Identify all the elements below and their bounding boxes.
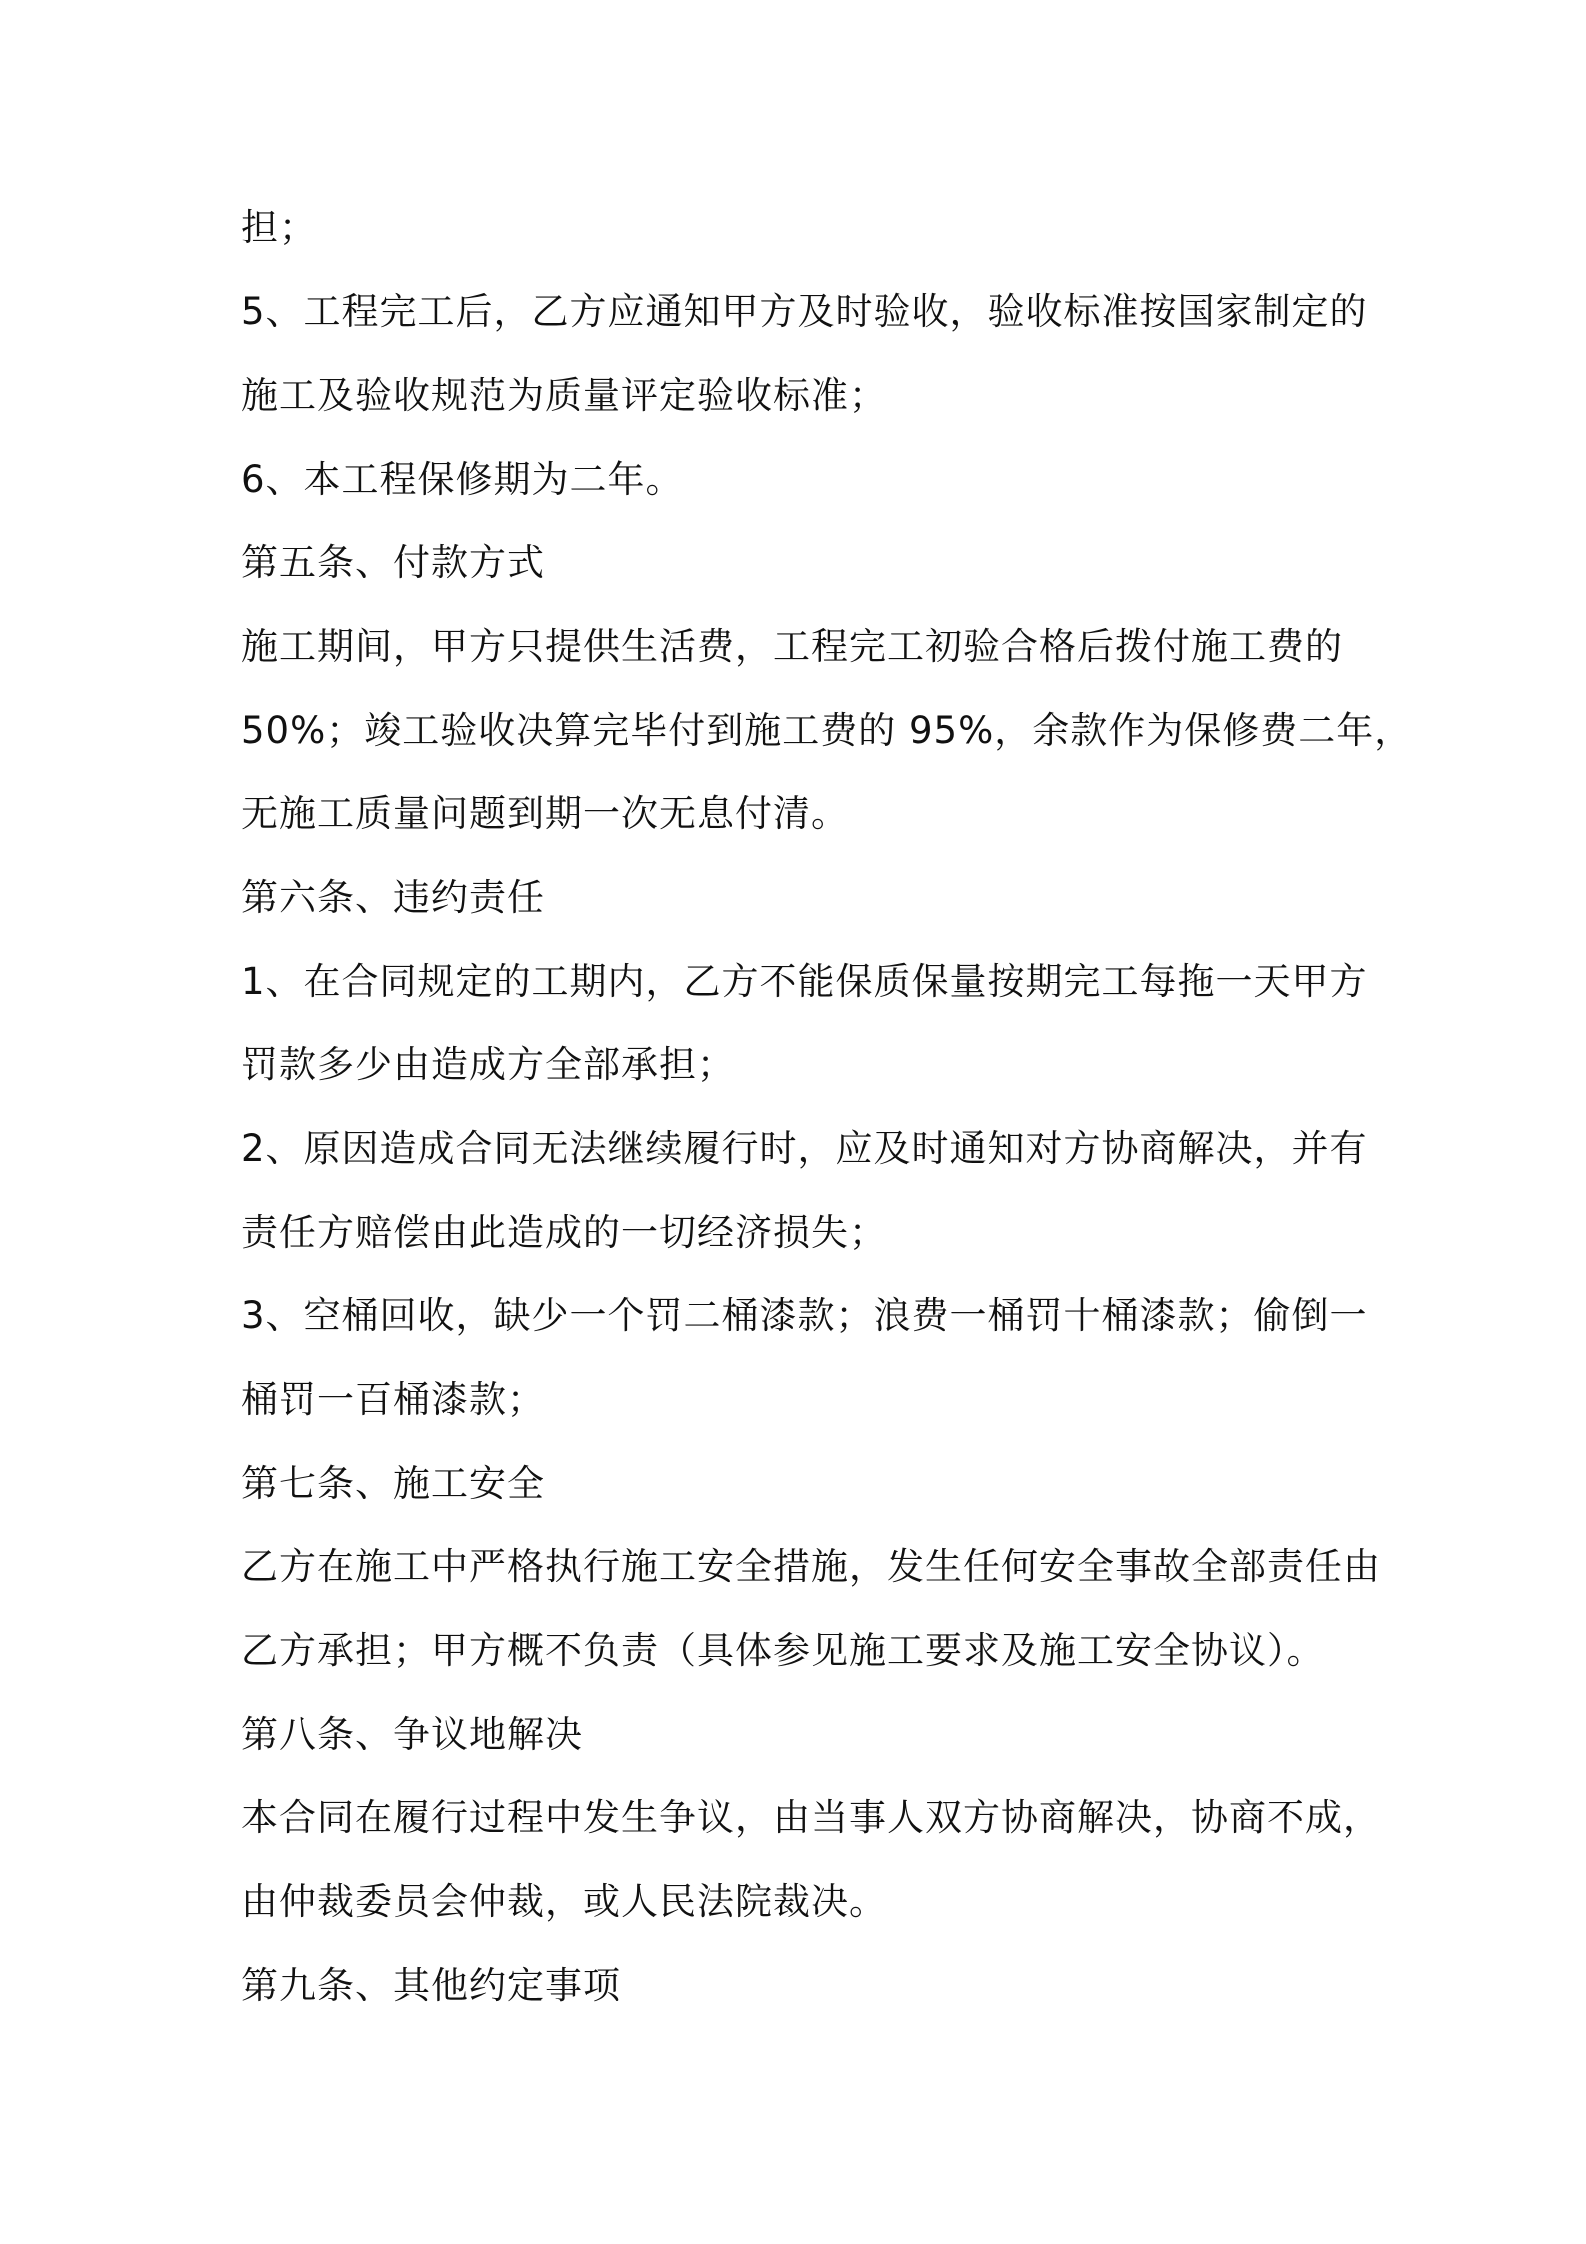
text-line: 乙方承担；甲方概不负责（具体参见施工要求及施工安全协议）。	[241, 1629, 1325, 1672]
text-line: 5、工程完工后，乙方应通知甲方及时验收，验收标准按国家制定的	[241, 290, 1368, 333]
text-line: 担；	[241, 206, 317, 249]
section-heading: 第八条、争议地解决	[241, 1713, 583, 1756]
text-line: 3、空桶回收，缺少一个罚二桶漆款；浪费一桶罚十桶漆款；偷倒一	[241, 1294, 1368, 1337]
text-line: 无施工质量问题到期一次无息付清。	[241, 792, 849, 835]
text-line: 由仲裁委员会仲裁，或人民法院裁决。	[241, 1880, 887, 1923]
section-heading: 第五条、付款方式	[241, 541, 545, 584]
text-line: 2、原因造成合同无法继续履行时，应及时通知对方协商解决，并有	[241, 1127, 1368, 1170]
text-line: 1、在合同规定的工期内，乙方不能保质保量按期完工每拖一天甲方	[241, 960, 1368, 1003]
section-heading: 第九条、其他约定事项	[241, 1964, 621, 2007]
text-line: 6、本工程保修期为二年。	[241, 458, 684, 501]
text-line: 罚款多少由造成方全部承担；	[241, 1043, 735, 1086]
text-line: 施工期间，甲方只提供生活费，工程完工初验合格后拨付施工费的	[241, 625, 1343, 668]
text-line: 乙方在施工中严格执行施工安全措施，发生任何安全事故全部责任由	[241, 1545, 1381, 1588]
text-line: 50%；竣工验收决算完毕付到施工费的 95%，余款作为保修费二年，	[241, 709, 1413, 752]
section-heading: 第七条、施工安全	[241, 1462, 545, 1505]
text-line: 桶罚一百桶漆款；	[241, 1378, 545, 1421]
text-line: 施工及验收规范为质量评定验收标准；	[241, 374, 887, 417]
text-line: 本合同在履行过程中发生争议，由当事人双方协商解决，协商不成，	[241, 1796, 1381, 1839]
text-line: 责任方赔偿由此造成的一切经济损失；	[241, 1211, 887, 1254]
section-heading: 第六条、违约责任	[241, 876, 545, 919]
